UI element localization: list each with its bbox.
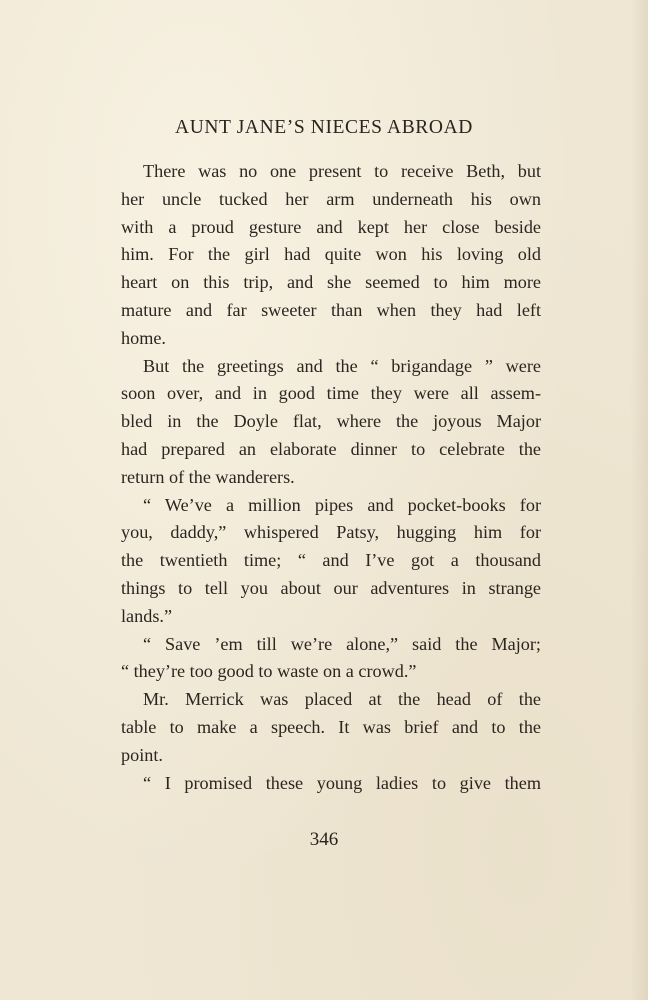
text-line: There was no one present to receive Beth, but xyxy=(143,161,541,181)
text-line: “ they’re too good to waste on a crowd.” xyxy=(121,661,417,682)
text-line: heart on this trip, and she seemed to him more xyxy=(121,272,541,293)
text-line: the twentieth time; “ and I’ve got a thousand xyxy=(121,550,541,571)
text-line: soon over, and in good time they were all assem- xyxy=(121,383,541,404)
body-text xyxy=(121,158,541,797)
text-line: home. xyxy=(121,327,166,348)
running-head: AUNT JANE’S NIECES ABROAD xyxy=(175,117,473,138)
text-line: return of the wanderers. xyxy=(121,466,295,487)
text-line: bled in the Doyle flat, where the joyous Major xyxy=(121,411,541,432)
text-line: you, daddy,” whispered Patsy, hugging him for xyxy=(121,522,541,543)
text-line: lands.” xyxy=(121,605,173,626)
page-number: 346 xyxy=(309,829,339,850)
text-line: Mr. Merrick was placed at the head of the xyxy=(143,689,541,710)
text-line: things to tell you about our adventures in strange xyxy=(121,577,541,598)
text-line: “ I promised these young ladies to give them xyxy=(143,772,541,793)
text-line: “ We’ve a million pipes and pocket-books for xyxy=(143,494,541,515)
text-line: But the greetings and the “ brigandage ” were xyxy=(143,355,541,376)
text-line: mature and far sweeter than when they had left xyxy=(121,299,541,320)
text-line: point. xyxy=(121,744,163,765)
text-line: had prepared an elaborate dinner to celebrate the xyxy=(121,438,541,459)
text-line: with a proud gesture and kept her close beside xyxy=(121,216,541,237)
text-line: him. For the girl had quite won his loving old xyxy=(121,244,541,265)
text-line: table to make a speech. It was brief and to the xyxy=(121,716,541,737)
text-line: her uncle tucked her arm underneath his own xyxy=(121,188,541,209)
text-line: “ Save ’em till we’re alone,” said the Major; xyxy=(143,633,541,654)
